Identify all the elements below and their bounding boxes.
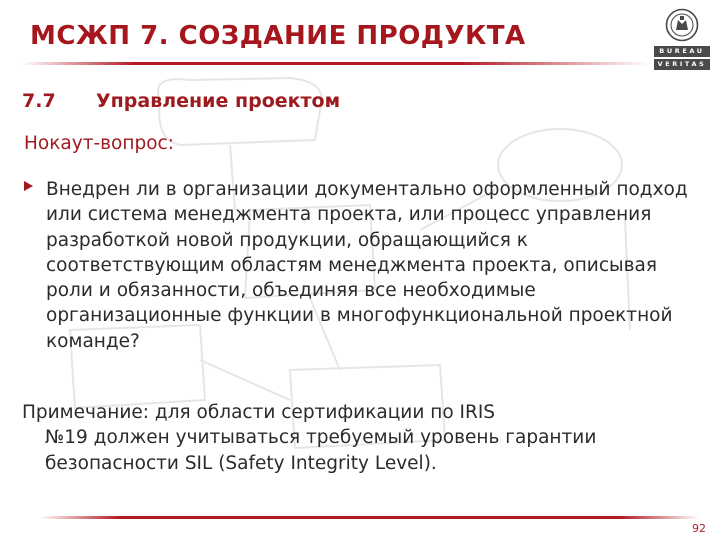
footer-divider [40,516,700,519]
bullet-item [24,177,704,354]
logo-text-veritas: VERITAS [654,59,710,70]
bullet-triangle-icon [24,181,33,191]
note-paragraph [22,400,712,476]
title-divider [22,62,650,65]
bullet-text: Внедрен ли в организации документально оформленный подход или система менеджмента проекта, или процесс управления разработкой новой продукции, обращающийся к соответствующим областям менеджмента проекта, описывая роли и обязанности, объединяя все необходимые организационные функции в многофункциональной проектной команде? [46,179,688,352]
note-continuation: №19 должен учитываться требуемый уровень гарантии безопасности SIL (Safety Integrity Level). [45,427,597,474]
bureau-veritas-logo [654,8,710,70]
logo-text-bureau: BUREAU [654,46,710,57]
note-first-line: Примечание: для области сертификации по IRIS [22,402,496,423]
slide-title: МСЖП 7. СОЗДАНИЕ ПРОДУКТА [30,21,526,51]
section-title: Управление проектом [96,90,341,112]
section-heading [22,90,340,112]
page-number: 92 [692,522,706,535]
section-number: 7.7 [22,90,56,112]
knockout-question-label: Нокаут-вопрос: [24,133,174,154]
seal-icon [665,8,699,42]
